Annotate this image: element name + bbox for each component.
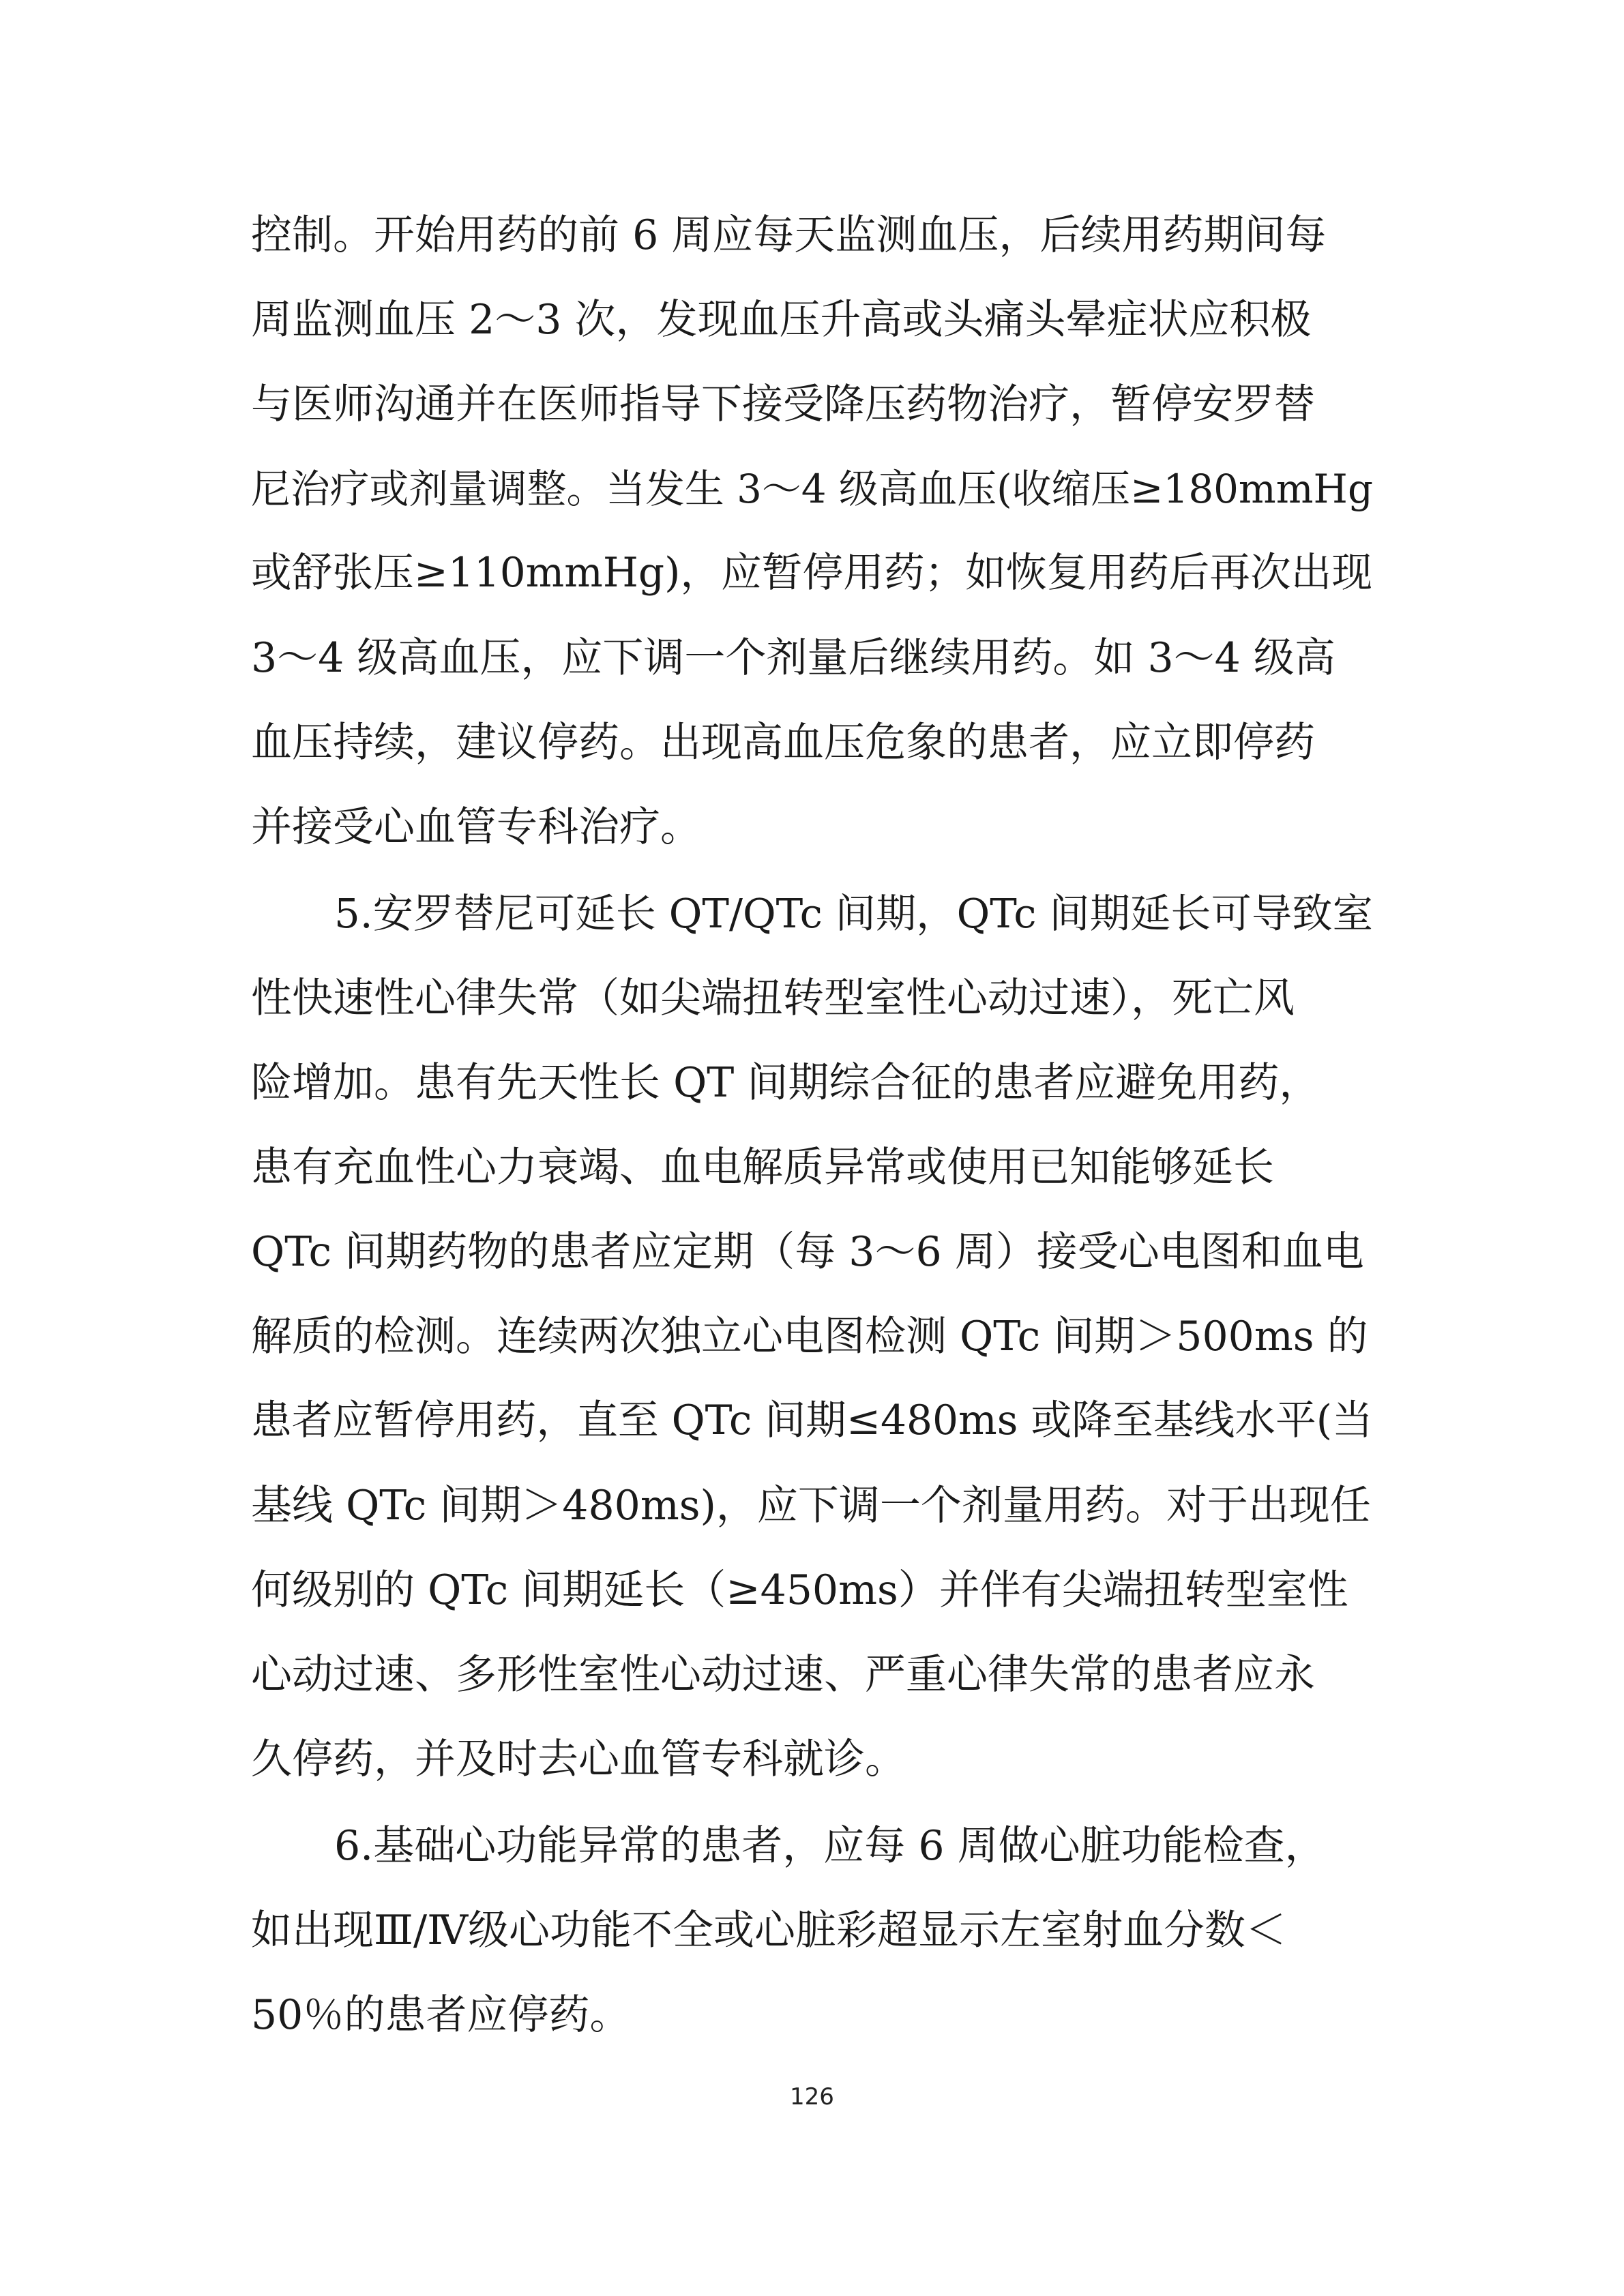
text-line: 50％的患者应停药。 <box>251 1991 631 2039</box>
text-line: 控制。开始用药的前 6 周应每天监测血压，后续用药期间每 <box>251 211 1327 259</box>
text-line: 血压持续，建议停药。出现高血压危象的患者，应立即停药 <box>251 719 1315 766</box>
text-line: 基线 QTc 间期＞480ms)，应下调一个剂量用药。对于出现任 <box>251 1482 1371 1530</box>
text-line: 6.基础心功能异常的患者，应每 6 周做心脏功能检查， <box>334 1822 1326 1870</box>
text-line: 尼治疗或剂量调整。当发生 3～4 级高血压(收缩压≥180mmHg <box>251 466 1373 512</box>
text-line: 久停药，并及时去心血管专科就诊。 <box>251 1735 906 1783</box>
text-line: 或舒张压≥110mmHg)，应暂停用药；如恢复用药后再次出现 <box>251 550 1373 597</box>
page-number: 126 <box>790 2083 834 2111</box>
text-line: 周监测血压 2～3 次，发现血压升高或头痛头晕症状应积极 <box>251 296 1312 344</box>
text-line: 患者应暂停用药，直至 QTc 间期≤480ms 或降至基线水平(当 <box>251 1397 1373 1444</box>
text-line: 性快速性心律失常（如尖端扭转型室性心动过速），死亡风 <box>251 974 1295 1022</box>
text-line: 并接受心血管专科治疗。 <box>251 803 701 851</box>
text-line: 心动过速、多形性室性心动过速、严重心律失常的患者应永 <box>251 1651 1315 1699</box>
text-line: 5.安罗替尼可延长 QT/QTc 间期，QTc 间期延长可导致室 <box>334 890 1373 937</box>
text-line: 与医师沟通并在医师指导下接受降压药物治疗，暂停安罗替 <box>251 381 1315 428</box>
text-line: 险增加。患有先天性长 QT 间期综合征的患者应避免用药， <box>251 1059 1320 1107</box>
text-line: QTc 间期药物的患者应定期（每 3～6 周）接受心电图和血电 <box>251 1228 1364 1276</box>
text-line: 解质的检测。连续两次独立心电图检测 QTc 间期＞500ms 的 <box>251 1313 1368 1360</box>
text-line: 如出现Ⅲ/Ⅳ级心功能不全或心脏彩超显示左室射血分数＜ <box>251 1907 1287 1954</box>
text-line: 3～4 级高血压，应下调一个剂量后继续用药。如 3～4 级高 <box>251 634 1335 682</box>
text-line: 患有充血性心力衰竭、血电解质异常或使用已知能够延长 <box>251 1144 1274 1191</box>
text-line: 何级别的 QTc 间期延长（≥450ms）并伴有尖端扭转型室性 <box>251 1566 1348 1614</box>
